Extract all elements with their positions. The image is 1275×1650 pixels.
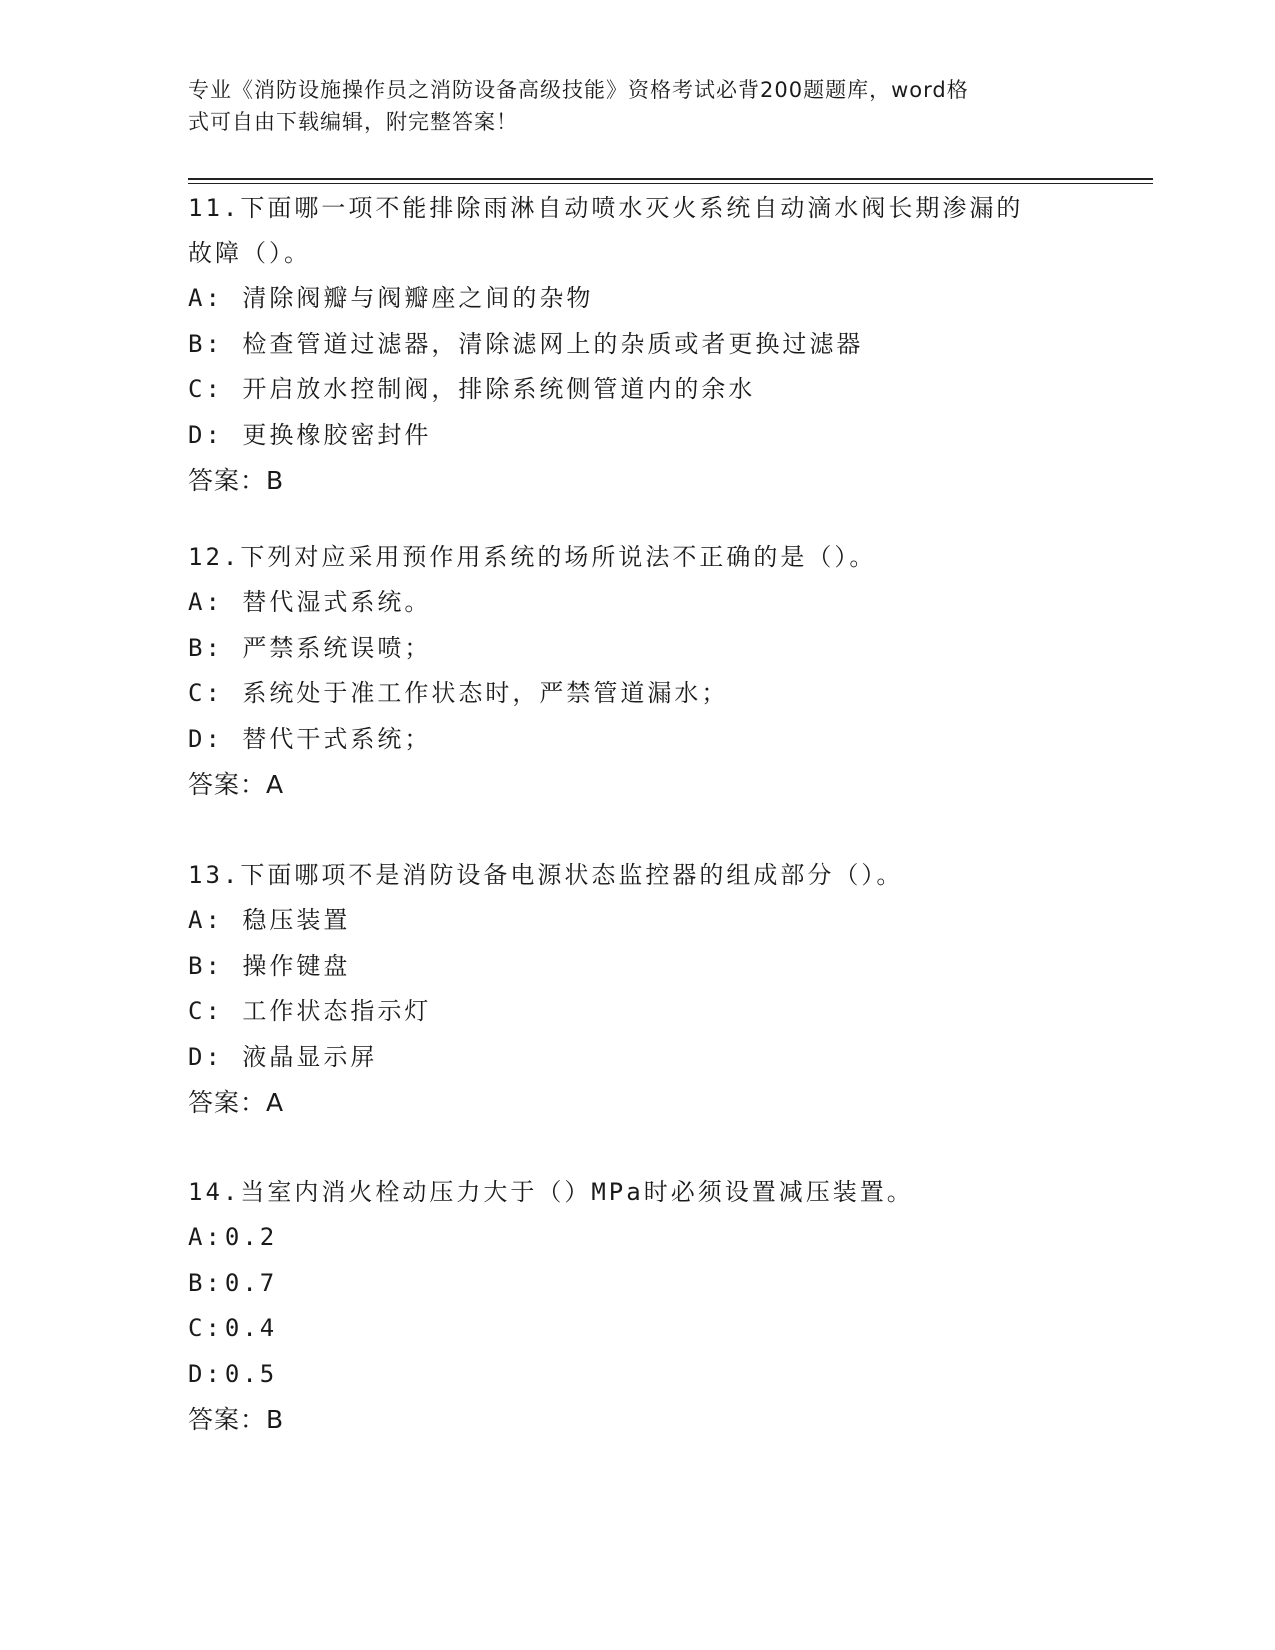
option-a [188, 276, 1088, 322]
answer-line: 答案：B [188, 1405, 285, 1434]
question-11 [188, 186, 1088, 503]
option-text: 0.4 [224, 1314, 278, 1342]
option-text: 严禁系统误喷； [242, 633, 432, 662]
document-header [188, 74, 1068, 138]
option-b [188, 322, 1088, 368]
question-12 [188, 535, 1088, 807]
option-letter: D: [188, 1042, 223, 1071]
option-text: 开启放水控制阀，排除系统侧管道内的余水 [242, 375, 756, 403]
option-c [188, 367, 1088, 413]
header-divider-thick [188, 178, 1153, 180]
option-text: 液晶显示屏 [242, 1042, 378, 1071]
option-letter: B: [188, 951, 223, 980]
option-c [188, 1306, 1088, 1352]
option-b [188, 626, 1088, 672]
option-text: 更换橡胶密封件 [242, 420, 432, 449]
option-d [188, 717, 1088, 763]
option-b [188, 1261, 1088, 1307]
option-text: 0.5 [224, 1359, 278, 1388]
option-text: 工作状态指示灯 [242, 997, 432, 1025]
option-d [188, 413, 1088, 459]
option-text: 0.7 [224, 1268, 278, 1297]
option-d [188, 1035, 1088, 1081]
option-text: 稳压装置 [242, 906, 351, 934]
question-stem: 11.下面哪一项不能排除雨淋自动喷水灭火系统自动滴水阀长期渗漏的 [188, 194, 1024, 222]
option-letter: A: [188, 906, 223, 934]
option-letter: B: [188, 633, 223, 662]
option-letter: C: [188, 375, 223, 403]
header-line-1: 专业《消防设施操作员之消防设备高级技能》资格考试必背200题题库，word格 [188, 78, 969, 102]
answer-line: 答案：A [188, 1088, 285, 1117]
option-letter: B: [188, 1268, 223, 1297]
option-letter: A: [188, 1223, 223, 1251]
option-text: 替代湿式系统。 [242, 588, 432, 616]
option-text: 清除阀瓣与阀瓣座之间的杂物 [242, 284, 594, 312]
option-text: 系统处于准工作状态时，严禁管道漏水； [242, 679, 729, 707]
option-text: 检查管道过滤器，清除滤网上的杂质或者更换过滤器 [242, 329, 864, 358]
header-divider-thin [188, 183, 1153, 184]
question-stem: 13.下面哪项不是消防设备电源状态监控器的组成部分（）。 [188, 861, 904, 889]
option-letter: C: [188, 679, 223, 707]
option-d [188, 1352, 1088, 1398]
question-14 [188, 1170, 1088, 1442]
option-letter: A: [188, 284, 223, 312]
option-text: 替代干式系统； [242, 724, 432, 753]
option-c [188, 671, 1088, 717]
option-c [188, 989, 1088, 1035]
option-letter: A: [188, 588, 223, 616]
answer-line: 答案：A [188, 770, 285, 799]
option-a [188, 580, 1088, 626]
option-letter: C: [188, 1314, 223, 1342]
question-stem-continued: 故障（）。 [188, 239, 311, 267]
option-letter: C: [188, 997, 223, 1025]
option-letter: D: [188, 420, 223, 449]
question-13 [188, 853, 1088, 1125]
header-line-2: 式可自由下载编辑，附完整答案！ [188, 110, 518, 134]
answer-line: 答案：B [188, 466, 285, 495]
question-stem: 12.下列对应采用预作用系统的场所说法不正确的是（）。 [188, 543, 877, 571]
option-text: 0.2 [224, 1223, 278, 1251]
option-letter: D: [188, 1359, 223, 1388]
option-b [188, 944, 1088, 990]
option-a [188, 898, 1088, 944]
option-letter: B: [188, 329, 223, 358]
option-letter: D: [188, 724, 223, 753]
option-text: 操作键盘 [242, 951, 351, 980]
question-stem: 14.当室内消火栓动压力大于（）MPa时必须设置减压装置。 [188, 1178, 914, 1206]
option-a [188, 1215, 1088, 1261]
